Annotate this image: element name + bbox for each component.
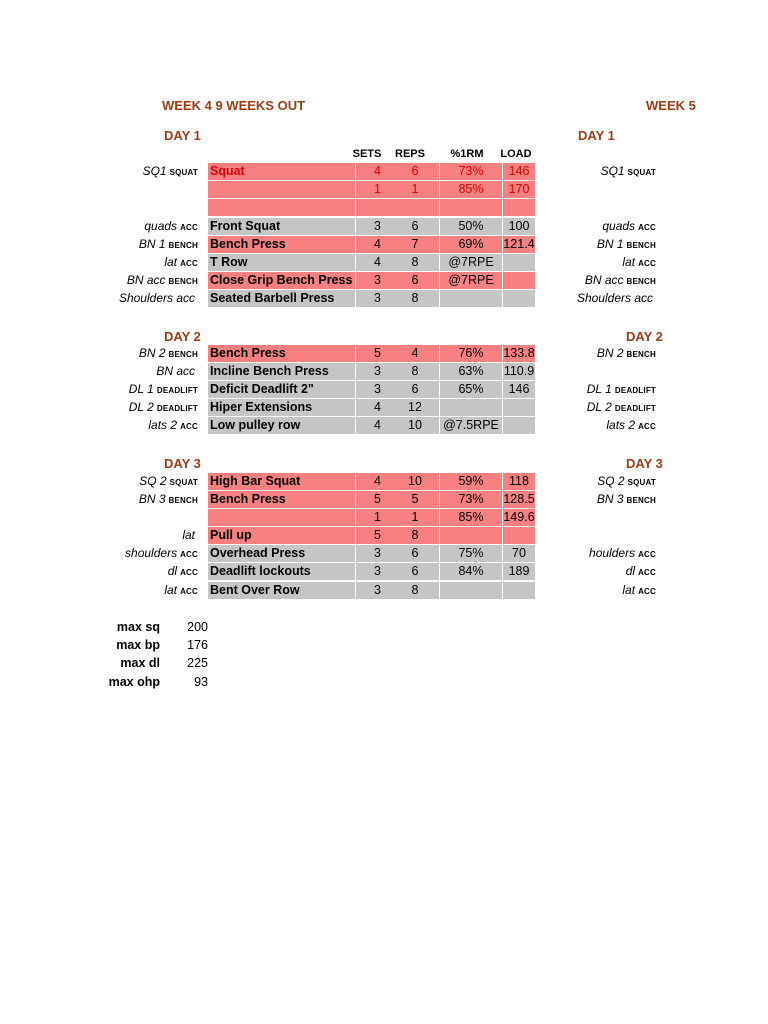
row-label-right — [601, 164, 656, 178]
load-cell — [503, 199, 535, 216]
sets-cell: 3 — [374, 546, 381, 560]
row-label-text: DL 1 — [586, 382, 612, 396]
pct-cell: 84% — [439, 563, 503, 580]
row-label-tag: ACC — [638, 587, 656, 596]
row-label-right — [587, 382, 656, 396]
row-label-left — [144, 219, 198, 233]
row-label-text: BN 1 — [138, 237, 166, 251]
row-label-text: lat — [164, 583, 178, 597]
pct-cell: 63% — [439, 363, 503, 380]
exercise-cell — [208, 181, 356, 198]
row-label-text: DL 2 — [586, 400, 612, 414]
day1-left: DAY 1 — [164, 128, 201, 143]
row-label-left — [164, 255, 198, 269]
row-label-tag: ACC — [180, 587, 198, 596]
reps-cell: 6 — [411, 273, 419, 287]
reps-cell: 8 — [411, 583, 419, 597]
row-label-tag: ACC — [180, 568, 198, 577]
row-label-tag: ACC — [638, 259, 656, 268]
table-row — [208, 399, 535, 416]
pct-cell: 85% — [439, 181, 503, 198]
row-label-right — [587, 400, 656, 414]
row-label-text: SQ1 — [600, 164, 625, 178]
sets-cell: 4 — [374, 400, 381, 414]
exercise-cell: High Bar Squat — [208, 473, 356, 490]
reps-cell: 6 — [411, 564, 419, 578]
reps-cell: 12 — [408, 400, 422, 414]
max-label: max bp — [116, 638, 160, 652]
exercise-cell: Bent Over Row — [208, 582, 356, 599]
row-label-left — [195, 182, 198, 196]
exercise-cell: T Row — [208, 254, 356, 271]
row-label-text: BN 2 — [596, 346, 624, 360]
row-label-right — [597, 474, 656, 488]
row-label-left — [119, 291, 198, 305]
pct-cell: 75% — [439, 545, 503, 562]
row-label-left — [195, 200, 198, 214]
row-label-right — [597, 492, 656, 506]
pct-cell: 65% — [439, 381, 503, 398]
exercise-cell: Pull up — [208, 527, 356, 544]
pct-cell: 59% — [439, 473, 503, 490]
load-cell: 110.9 — [503, 364, 535, 378]
col-pct-header: %1RM — [450, 148, 484, 160]
table-row — [208, 417, 535, 434]
row-label-text: BN acc — [156, 364, 195, 378]
table-row — [208, 199, 535, 216]
exercise-cell: Close Grip Bench Press — [208, 272, 356, 289]
row-label-text: quads — [144, 219, 178, 233]
sets-cell: 3 — [374, 583, 381, 597]
row-label-right — [653, 528, 656, 542]
exercise-cell: Bench Press — [208, 491, 356, 508]
exercise-cell: Deficit Deadlift 2" — [208, 381, 356, 398]
row-label-tag: DEADLIFT — [614, 404, 656, 413]
row-label-left — [156, 364, 198, 378]
row-label-right — [597, 237, 656, 251]
load-cell: 70 — [512, 546, 526, 560]
row-label-tag: ACC — [638, 223, 656, 232]
sets-cell: 1 — [374, 510, 381, 524]
row-label-left — [129, 382, 198, 396]
sets-cell: 4 — [374, 164, 381, 178]
load-cell: 146 — [508, 382, 530, 396]
sets-cell: 3 — [374, 273, 381, 287]
reps-cell: 4 — [411, 346, 419, 360]
pct-cell — [439, 582, 503, 599]
row-label-tag: BENCH — [168, 496, 198, 505]
row-label-tag: BENCH — [626, 496, 656, 505]
load-cell: 121.4 — [503, 237, 535, 251]
reps-cell: 6 — [411, 219, 419, 233]
row-label-tag: BENCH — [168, 350, 198, 359]
exercise-cell: Deadlift lockouts — [208, 563, 356, 580]
sets-cell: 4 — [374, 237, 381, 251]
reps-cell: 8 — [411, 528, 419, 542]
table-row — [208, 563, 535, 580]
row-label-right — [653, 364, 656, 378]
load-cell — [503, 582, 535, 599]
table-row — [208, 345, 535, 362]
row-label-tag: SQUAT — [627, 168, 656, 177]
row-label-text: BN acc — [126, 273, 166, 287]
row-label-tag: BENCH — [626, 350, 656, 359]
row-label-left — [195, 510, 198, 524]
pct-cell — [439, 399, 503, 416]
pct-cell — [439, 290, 503, 307]
row-label-tag: SQUAT — [169, 168, 198, 177]
load-cell — [503, 417, 535, 434]
sets-cell: 4 — [374, 255, 381, 269]
row-label-right — [585, 273, 656, 287]
table-row — [208, 218, 535, 235]
table-row — [208, 363, 535, 380]
reps-cell: 8 — [411, 255, 419, 269]
row-label-text: quads — [602, 219, 636, 233]
row-label-text: SQ 2 — [139, 474, 167, 488]
row-label-left — [139, 474, 198, 488]
row-label-text: dl — [625, 564, 636, 578]
exercise-cell: Hiper Extensions — [208, 399, 356, 416]
reps-cell: 10 — [408, 474, 422, 488]
pct-cell: 69% — [439, 236, 503, 253]
row-label-text: lat — [622, 583, 636, 597]
row-label-right — [602, 219, 656, 233]
row-label-tag: BENCH — [626, 277, 656, 286]
row-label-left — [125, 546, 198, 560]
row-label-tag: BENCH — [168, 241, 198, 250]
row-label-left — [164, 583, 198, 597]
row-label-left — [148, 418, 198, 432]
pct-cell: 73% — [439, 491, 503, 508]
sets-cell: 3 — [374, 291, 381, 305]
table-row — [208, 582, 535, 599]
pct-cell — [439, 527, 503, 544]
row-label-left — [127, 273, 198, 287]
max-label: max dl — [120, 656, 160, 670]
load-cell: 100 — [508, 219, 530, 233]
row-label-text: BN 3 — [138, 492, 166, 506]
reps-cell: 1 — [411, 182, 419, 196]
max-value: 200 — [187, 620, 208, 634]
load-cell: 133.8 — [503, 346, 535, 360]
load-cell — [503, 272, 535, 289]
row-label-tag: BENCH — [168, 277, 198, 286]
row-label-text: shoulders — [125, 546, 178, 560]
row-label-text: DL 1 — [128, 382, 154, 396]
reps-cell: 5 — [411, 492, 419, 506]
row-label-left — [139, 346, 198, 360]
row-label-text: lat — [182, 528, 195, 542]
reps-cell: 7 — [411, 237, 419, 251]
reps-cell: 1 — [411, 510, 419, 524]
row-label-tag: SQUAT — [627, 478, 656, 487]
sets-cell: 3 — [374, 364, 381, 378]
max-value: 176 — [187, 638, 208, 652]
row-label-text: dl — [167, 564, 178, 578]
pct-cell — [439, 199, 503, 216]
row-label-right — [606, 418, 656, 432]
max-label: max ohp — [108, 675, 160, 689]
row-label-text: lat — [622, 255, 636, 269]
sets-cell: 3 — [374, 564, 381, 578]
row-label-left — [182, 528, 198, 542]
sets-cell: 5 — [374, 528, 381, 542]
pct-cell: @7RPE — [439, 254, 503, 271]
row-label-right — [577, 291, 656, 305]
row-label-text: BN 3 — [596, 492, 624, 506]
row-label-text: lats 2 — [148, 418, 178, 432]
row-label-right — [653, 510, 656, 524]
exercise-cell — [208, 509, 356, 526]
sets-cell: 4 — [374, 474, 381, 488]
pct-cell: @7RPE — [439, 272, 503, 289]
row-label-tag: ACC — [180, 223, 198, 232]
table-row — [208, 381, 535, 398]
row-label-tag: ACC — [180, 422, 198, 431]
row-label-right — [589, 546, 656, 560]
pct-cell: 76% — [439, 345, 503, 362]
pct-cell: 73% — [439, 163, 503, 180]
exercise-cell: Low pulley row — [208, 417, 356, 434]
sets-cell: 4 — [374, 418, 381, 432]
row-label-text: lat — [164, 255, 178, 269]
load-cell — [503, 290, 535, 307]
row-label-right — [622, 255, 656, 269]
exercise-cell — [208, 199, 356, 216]
pct-cell: 50% — [439, 218, 503, 235]
row-label-left — [139, 237, 198, 251]
reps-cell: 8 — [411, 291, 419, 305]
pct-cell: @7.5RPE — [439, 417, 503, 434]
row-label-right — [653, 200, 656, 214]
row-label-tag: ACC — [638, 568, 656, 577]
week-left-title: WEEK 4 9 WEEKS OUT — [162, 98, 306, 113]
max-value: 225 — [187, 656, 208, 670]
exercise-cell: Front Squat — [208, 218, 356, 235]
row-label-left — [143, 164, 198, 178]
load-cell — [503, 254, 535, 271]
row-label-right — [597, 346, 656, 360]
day2-left: DAY 2 — [164, 329, 201, 344]
sets-cell: 5 — [374, 346, 381, 360]
row-label-tag: SQUAT — [169, 478, 198, 487]
row-label-text: Shoulders acc — [576, 291, 653, 305]
week-right-title: WEEK 5 — [646, 98, 696, 113]
reps-cell: 6 — [411, 164, 419, 178]
row-label-tag: DEADLIFT — [156, 386, 198, 395]
row-label-tag: ACC — [180, 259, 198, 268]
sets-cell: 3 — [374, 219, 381, 233]
sets-cell: 1 — [374, 182, 381, 196]
row-label-text: BN 1 — [596, 237, 624, 251]
load-cell: 149.6 — [503, 510, 535, 524]
sets-cell: 5 — [374, 492, 381, 506]
row-label-text: Shoulders acc — [118, 291, 195, 305]
row-label-left — [129, 400, 198, 414]
row-label-left — [139, 492, 198, 506]
row-label-text: BN 2 — [138, 346, 166, 360]
pct-cell: 85% — [439, 509, 503, 526]
load-cell: 146 — [508, 164, 530, 178]
table-row — [208, 272, 535, 289]
row-label-text: houlders — [589, 546, 636, 560]
reps-cell: 6 — [411, 382, 419, 396]
row-label-tag: DEADLIFT — [614, 386, 656, 395]
reps-cell: 6 — [411, 546, 419, 560]
reps-cell — [391, 199, 439, 216]
table-row — [208, 527, 535, 544]
reps-cell: 8 — [411, 364, 419, 378]
row-label-tag: DEADLIFT — [156, 404, 198, 413]
row-label-right — [653, 182, 656, 196]
max-value: 93 — [194, 675, 208, 689]
table-row — [208, 254, 535, 271]
row-label-tag: ACC — [638, 422, 656, 431]
row-label-text: DL 2 — [128, 400, 154, 414]
table-row — [208, 509, 535, 526]
exercise-cell: Overhead Press — [208, 545, 356, 562]
row-label-tag: BENCH — [626, 241, 656, 250]
load-cell: 118 — [509, 474, 529, 488]
row-label-text: BN acc — [584, 273, 624, 287]
row-label-text: lats 2 — [606, 418, 636, 432]
day3-right: DAY 3 — [626, 456, 663, 471]
table-row — [208, 473, 535, 490]
table-row — [208, 290, 535, 307]
load-cell — [503, 527, 535, 544]
table-row — [208, 491, 535, 508]
exercise-cell: Bench Press — [208, 345, 356, 362]
exercise-cell: Bench Press — [208, 236, 356, 253]
col-sets-header: SETS — [352, 148, 382, 160]
day3-left: DAY 3 — [164, 456, 201, 471]
col-load-header: LOAD — [500, 148, 532, 160]
table-row — [208, 236, 535, 253]
row-label-tag: ACC — [180, 550, 198, 559]
load-cell — [503, 399, 535, 416]
sets-cell: 3 — [374, 382, 381, 396]
max-label: max sq — [116, 620, 160, 634]
exercise-cell: Squat — [208, 163, 356, 180]
load-cell: 189 — [508, 564, 530, 578]
row-label-left — [168, 564, 198, 578]
col-reps-header: REPS — [395, 148, 425, 160]
table-row — [208, 545, 535, 562]
table-row — [208, 163, 535, 180]
row-label-right — [626, 564, 656, 578]
load-cell: 128.5 — [503, 492, 535, 506]
day1-right: DAY 1 — [578, 128, 615, 143]
load-cell: 170 — [508, 182, 530, 196]
row-label-text: SQ1 — [142, 164, 167, 178]
row-label-tag: ACC — [638, 550, 656, 559]
exercise-cell: Seated Barbell Press — [208, 290, 356, 307]
row-label-right — [622, 583, 656, 597]
day2-right: DAY 2 — [626, 329, 663, 344]
sets-cell — [356, 199, 391, 216]
reps-cell: 10 — [408, 418, 422, 432]
exercise-cell: Incline Bench Press — [208, 363, 356, 380]
table-row — [208, 181, 535, 198]
row-label-text: SQ 2 — [597, 474, 625, 488]
